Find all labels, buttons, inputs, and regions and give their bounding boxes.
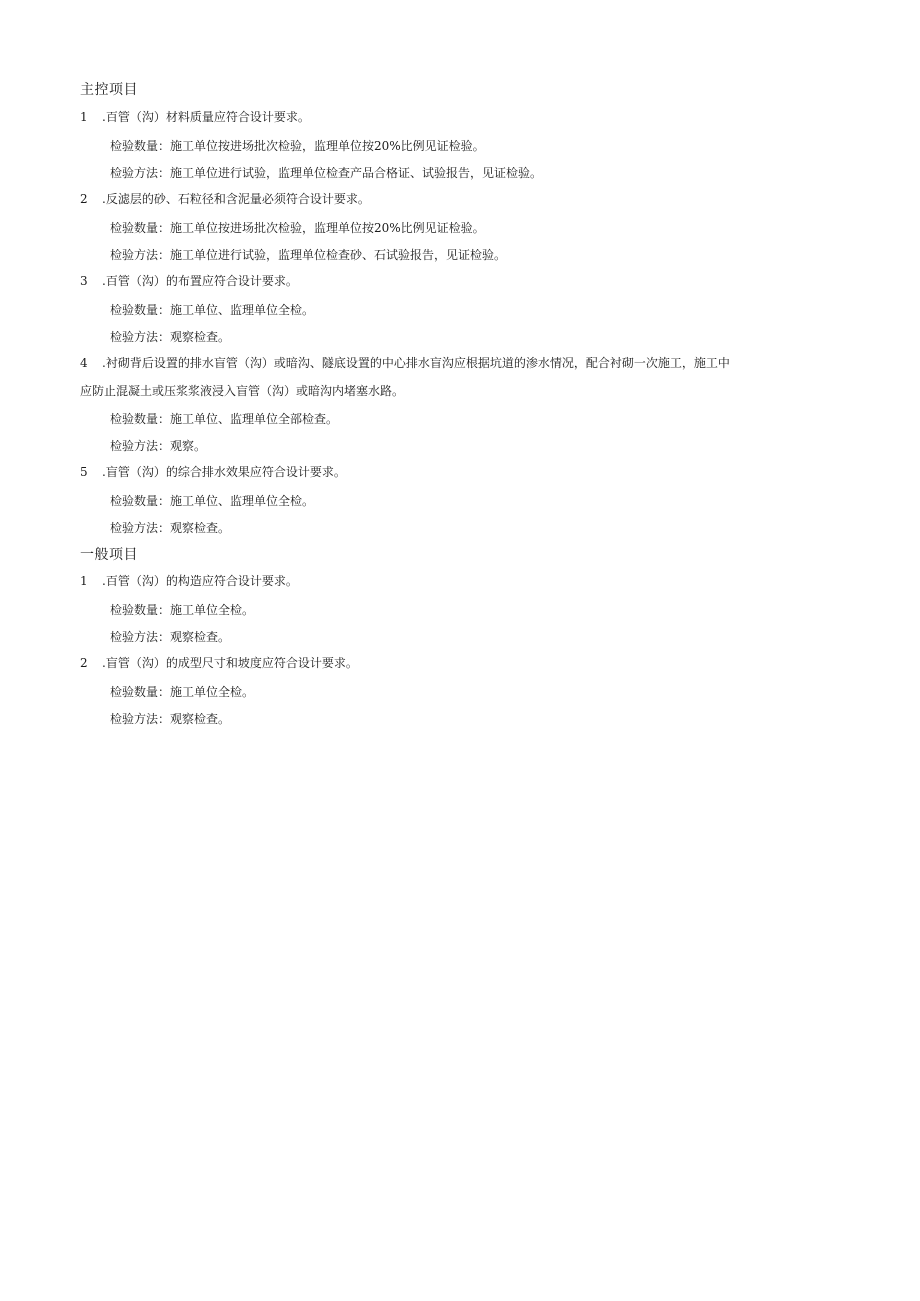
inspection-method: 检验方法：观察检查。 — [110, 330, 231, 344]
inspection-method: 检验方法：观察检查。 — [110, 521, 231, 535]
item-text: .衬砌背后设置的排水盲管（沟）或暗沟、隧底设置的中心排水盲沟应根据坑道的渗水情况，配合衬砌一次施工，施工中 — [102, 356, 730, 370]
item-text: .反滤层的砂、石粒径和含泥量必须符合设计要求。 — [102, 192, 370, 206]
item-text: .百管（沟）的构造应符合设计要求。 — [102, 574, 298, 588]
item-number: 4 — [80, 356, 88, 370]
item-text: .盲管（沟）的成型尺寸和坡度应符合设计要求。 — [102, 656, 358, 670]
inspection-quantity: 检验数量：施工单位、监理单位全检。 — [110, 303, 315, 317]
inspection-quantity: 检验数量：施工单位、监理单位全部检查。 — [110, 412, 339, 426]
inspection-method: 检验方法：施工单位进行试验，监理单位检查产品合格证、试验报告，见证检验。 — [110, 166, 543, 180]
item-text-continuation: 应防止混凝土或压浆浆液浸入盲管（沟）或暗沟内堵塞水路。 — [80, 384, 405, 398]
item-text: .百管（沟）材料质量应符合设计要求。 — [102, 110, 310, 124]
item-number: 5 — [80, 465, 88, 479]
item-number: 3 — [80, 274, 88, 288]
item-number: 1 — [80, 574, 88, 588]
list-item — [80, 350, 840, 377]
inspection-method: 检验方法：观察检查。 — [110, 712, 231, 726]
inspection-method: 检验方法：施工单位进行试验，监理单位检查砂、石试验报告，见证检验。 — [110, 248, 507, 262]
item-number: 1 — [80, 110, 88, 124]
list-item — [80, 568, 840, 595]
list-item — [80, 650, 840, 677]
section-heading-general: 一般项目 — [80, 547, 138, 563]
list-item — [80, 104, 840, 131]
inspection-quantity: 检验数量：施工单位全检。 — [110, 685, 255, 699]
inspection-method: 检验方法：观察检查。 — [110, 630, 231, 644]
list-item — [80, 268, 840, 295]
inspection-quantity: 检验数量：施工单位按进场批次检验，监理单位按20%比例见证检验。 — [110, 221, 485, 235]
inspection-quantity: 检验数量：施工单位全检。 — [110, 603, 255, 617]
inspection-quantity: 检验数量：施工单位按进场批次检验，监理单位按20%比例见证检验。 — [110, 139, 485, 153]
list-item — [80, 186, 840, 213]
inspection-quantity: 检验数量：施工单位、监理单位全检。 — [110, 494, 315, 508]
item-number: 2 — [80, 656, 88, 670]
list-item — [80, 459, 840, 486]
item-text: .百管（沟）的布置应符合设计要求。 — [102, 274, 298, 288]
item-text: .盲管（沟）的综合排水效果应符合设计要求。 — [102, 465, 346, 479]
inspection-method: 检验方法：观察。 — [110, 439, 207, 453]
section-heading-main-control: 主控项目 — [80, 82, 138, 98]
item-number: 2 — [80, 192, 88, 206]
